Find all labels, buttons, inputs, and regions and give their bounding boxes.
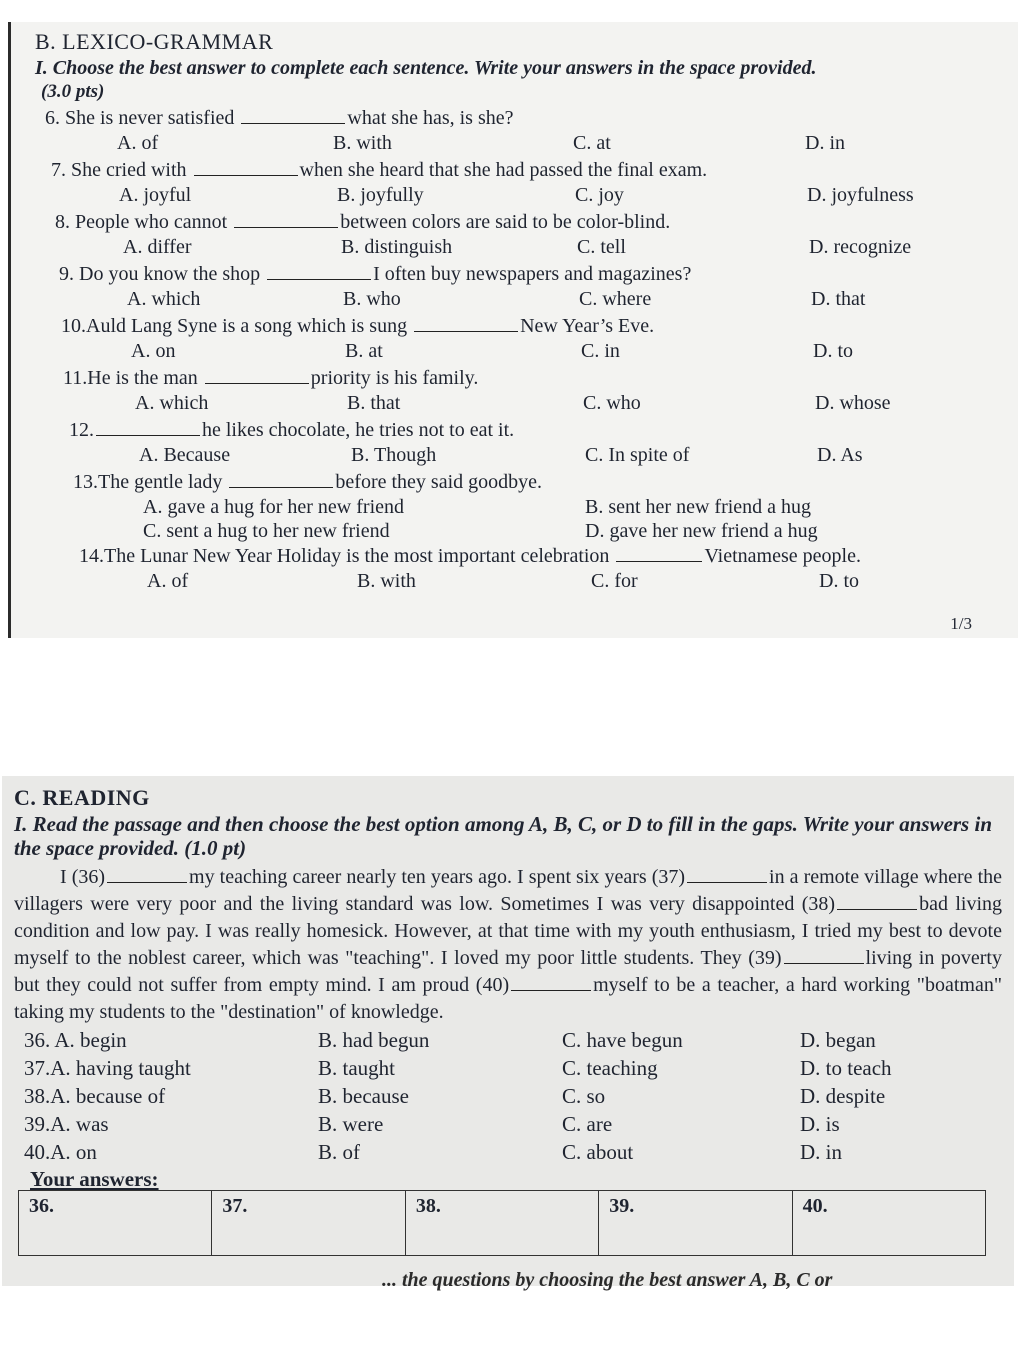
- question-item: [35, 544, 994, 594]
- question-text-before: The Lunar New Year Holiday is the most important celebration: [104, 545, 610, 567]
- question-number: 11.: [63, 367, 88, 389]
- option-b[interactable]: B. that: [347, 392, 401, 414]
- answer-blank[interactable]: [414, 315, 518, 332]
- question-item: [35, 210, 994, 260]
- option-a[interactable]: 37.A. having taught: [24, 1056, 191, 1080]
- option-d[interactable]: D. to: [819, 570, 859, 592]
- option-a[interactable]: A. on: [131, 340, 176, 362]
- answer-cell-37[interactable]: 37.: [212, 1191, 405, 1255]
- cut-off-instruction: ... the questions by choosing the best answer A, B, C or: [382, 1269, 833, 1291]
- options-row: [35, 518, 994, 542]
- question-text-before: She cried with: [71, 159, 187, 181]
- option-b[interactable]: B. with: [357, 570, 416, 592]
- answer-blank[interactable]: [267, 263, 371, 280]
- option-b[interactable]: B. because: [318, 1084, 409, 1108]
- question-item: [35, 158, 994, 208]
- option-d[interactable]: D. joyfulness: [807, 184, 914, 206]
- question-number: 13.: [73, 471, 98, 493]
- option-a[interactable]: A. joyful: [119, 184, 192, 206]
- option-a[interactable]: 40.A. on: [24, 1140, 97, 1164]
- questions-list: [35, 106, 994, 594]
- answer-cell-38[interactable]: 38.: [406, 1191, 599, 1255]
- option-c[interactable]: C. teaching: [562, 1056, 658, 1080]
- options-row-39: [14, 1110, 1002, 1138]
- answer-blank[interactable]: [229, 471, 333, 488]
- options-row: [35, 286, 994, 312]
- option-b[interactable]: B. who: [343, 288, 401, 310]
- passage-segment: living in poverty but they could not suffer from empty mind. I am proud (40): [14, 947, 1002, 996]
- option-c[interactable]: C. in: [581, 340, 620, 362]
- reading-options: [14, 1026, 1002, 1166]
- options-row: [35, 568, 994, 594]
- option-c[interactable]: C. where: [579, 288, 652, 310]
- question-text-before: Auld Lang Syne is a song which is sung: [86, 315, 408, 337]
- section-title-lexico-grammar: B. LEXICO-GRAMMAR: [35, 29, 274, 54]
- passage-segment: myself to be a teacher, a hard working "boatman" taking my students to the "destination" of knowledge.: [14, 974, 1002, 1023]
- options-row: [35, 494, 994, 518]
- gap-39[interactable]: [784, 947, 864, 964]
- question-item: [35, 418, 994, 468]
- question-number: 6.: [45, 107, 60, 129]
- option-a[interactable]: A. of: [117, 132, 159, 154]
- question-item: [35, 470, 994, 542]
- question-text-after: before they said goodbye.: [335, 471, 543, 493]
- answer-blank[interactable]: [205, 367, 309, 384]
- question-text-before: She is never satisfied: [65, 107, 235, 129]
- options-row: [35, 390, 994, 416]
- options-row: [35, 130, 994, 156]
- option-c[interactable]: C. have begun: [562, 1028, 683, 1052]
- option-a[interactable]: A. differ: [123, 236, 192, 258]
- gap-40[interactable]: [511, 974, 591, 991]
- passage-segment: I (36): [60, 866, 106, 888]
- question-number: 10.: [61, 315, 86, 337]
- question-text-after: he likes chocolate, he tries not to eat it.: [202, 419, 515, 441]
- option-d[interactable]: D. is: [800, 1112, 840, 1136]
- answer-blank[interactable]: [194, 159, 298, 176]
- options-row-38: [14, 1082, 1002, 1110]
- option-a[interactable]: A. of: [147, 570, 189, 592]
- option-c[interactable]: C. for: [591, 570, 638, 592]
- option-a[interactable]: A. which: [135, 392, 209, 414]
- instruction-read-passage: I. Read the passage and then choose the best option among A, B, C, or D to fill in the gaps. Write your answers in the space provided. (1.0 pt): [14, 812, 992, 860]
- option-d[interactable]: D. began: [800, 1028, 876, 1052]
- question-number: 12.: [69, 419, 94, 441]
- option-d[interactable]: D. to teach: [800, 1056, 892, 1080]
- option-a[interactable]: A. which: [127, 288, 201, 310]
- option-a[interactable]: 39.A. was: [24, 1112, 109, 1136]
- question-text-after: between colors are said to be color-blind.: [340, 211, 671, 233]
- option-d[interactable]: D. whose: [815, 392, 891, 414]
- page-number: 1/3: [950, 614, 972, 633]
- question-number: 8.: [55, 211, 70, 233]
- question-text-after: New Year’s Eve.: [520, 315, 655, 337]
- worksheet-page-1: [8, 22, 1018, 638]
- option-b[interactable]: B. of: [318, 1140, 360, 1164]
- question-text-before: He is the man: [87, 367, 198, 389]
- question-text-after: I often buy newspapers and magazines?: [373, 263, 692, 285]
- question-text-before: People who cannot: [75, 211, 228, 233]
- option-d[interactable]: D. that: [811, 288, 866, 310]
- question-number: 9.: [59, 263, 74, 285]
- question-item: [35, 314, 994, 364]
- answer-blank[interactable]: [616, 545, 702, 562]
- option-a[interactable]: A. Because: [139, 444, 231, 466]
- question-item: [35, 366, 994, 416]
- option-d[interactable]: D. gave her new friend a hug: [585, 520, 818, 542]
- section-title-reading: C. READING: [14, 785, 150, 810]
- answer-cell-39[interactable]: 39.: [599, 1191, 792, 1255]
- gap-36[interactable]: [107, 866, 187, 883]
- question-text-after: when she heard that she had passed the final exam.: [299, 159, 708, 181]
- answer-cell-40[interactable]: 40.: [802, 1195, 828, 1217]
- option-b[interactable]: B. distinguish: [341, 236, 453, 258]
- option-b[interactable]: B. had begun: [318, 1028, 430, 1052]
- option-b[interactable]: B. at: [345, 340, 383, 362]
- question-item: [35, 106, 994, 156]
- gap-38[interactable]: [837, 893, 917, 910]
- option-d[interactable]: D. despite: [800, 1084, 886, 1108]
- option-a[interactable]: 38.A. because of: [24, 1084, 166, 1108]
- reading-passage: [14, 864, 1002, 1026]
- worksheet-page-2: [2, 776, 1014, 1291]
- option-c[interactable]: C. are: [562, 1112, 613, 1136]
- option-c[interactable]: C. sent a hug to her new friend: [143, 520, 390, 542]
- option-b[interactable]: B. joyfully: [337, 184, 424, 206]
- passage-segment: in a remote village where the villagers were very poor and the living standard was low. Sometimes I was very disappointed (38): [14, 866, 1002, 915]
- question-number: 7.: [51, 159, 66, 181]
- option-d[interactable]: D. in: [805, 132, 845, 154]
- option-b[interactable]: B. sent her new friend a hug: [585, 496, 812, 518]
- passage-segment: bad living condition and low pay. I was really homesick. However, at that time with my youth enthusiasm, I tried my best to devote myself to the noblest career, which was "teaching". I loved my poor little students. They (39): [14, 893, 1003, 969]
- options-row: [35, 442, 994, 468]
- option-d[interactable]: D. in: [800, 1140, 842, 1164]
- option-c[interactable]: C. about: [562, 1140, 634, 1164]
- option-c[interactable]: C. at: [573, 132, 611, 154]
- option-d[interactable]: D. recognize: [809, 236, 912, 258]
- options-row: [35, 234, 994, 260]
- option-b[interactable]: B. Though: [351, 444, 437, 466]
- option-c[interactable]: C. In spite of: [585, 444, 690, 466]
- option-c[interactable]: C. so: [562, 1084, 606, 1108]
- question-number: 14.: [79, 545, 104, 567]
- question-text-after: what she has, is she?: [347, 107, 514, 129]
- option-a[interactable]: 36. A. begin: [24, 1028, 127, 1052]
- options-row-37: [14, 1054, 1002, 1082]
- question-text-before: Do you know the shop: [79, 263, 261, 285]
- option-a[interactable]: A. gave a hug for her new friend: [143, 496, 405, 518]
- options-row-40: [14, 1138, 1002, 1166]
- answer-blank[interactable]: [234, 211, 338, 228]
- option-b[interactable]: B. taught: [318, 1056, 395, 1080]
- answers-table: [18, 1190, 986, 1256]
- option-b[interactable]: B. with: [333, 132, 392, 154]
- answer-blank[interactable]: [241, 107, 345, 124]
- options-row: [35, 338, 994, 364]
- passage-segment: my teaching career nearly ten years ago. I spent six years (37): [189, 866, 686, 888]
- question-text-before: The gentle lady: [98, 471, 223, 493]
- option-c[interactable]: C. tell: [577, 236, 626, 258]
- answer-cell-36[interactable]: 36.: [19, 1191, 212, 1255]
- gap-37[interactable]: [687, 866, 767, 883]
- question-text-after: priority is his family.: [310, 367, 479, 389]
- points-label: (3.0 pts): [41, 81, 105, 102]
- question-item: [35, 262, 994, 312]
- option-b[interactable]: B. were: [318, 1112, 384, 1136]
- your-answers-label: Your answers:: [30, 1167, 159, 1191]
- options-row-36: [14, 1026, 1002, 1054]
- answer-blank[interactable]: [96, 419, 200, 436]
- instruction-choose-best-answer: I. Choose the best answer to complete each sentence. Write your answers in the space provided.: [35, 57, 817, 79]
- option-d[interactable]: D. to: [813, 340, 853, 362]
- options-row: [35, 182, 994, 208]
- option-c[interactable]: C. who: [583, 392, 641, 414]
- question-text-after: Vietnamese people.: [704, 545, 861, 567]
- option-c[interactable]: C. joy: [575, 184, 624, 206]
- option-d[interactable]: D. As: [817, 444, 863, 466]
